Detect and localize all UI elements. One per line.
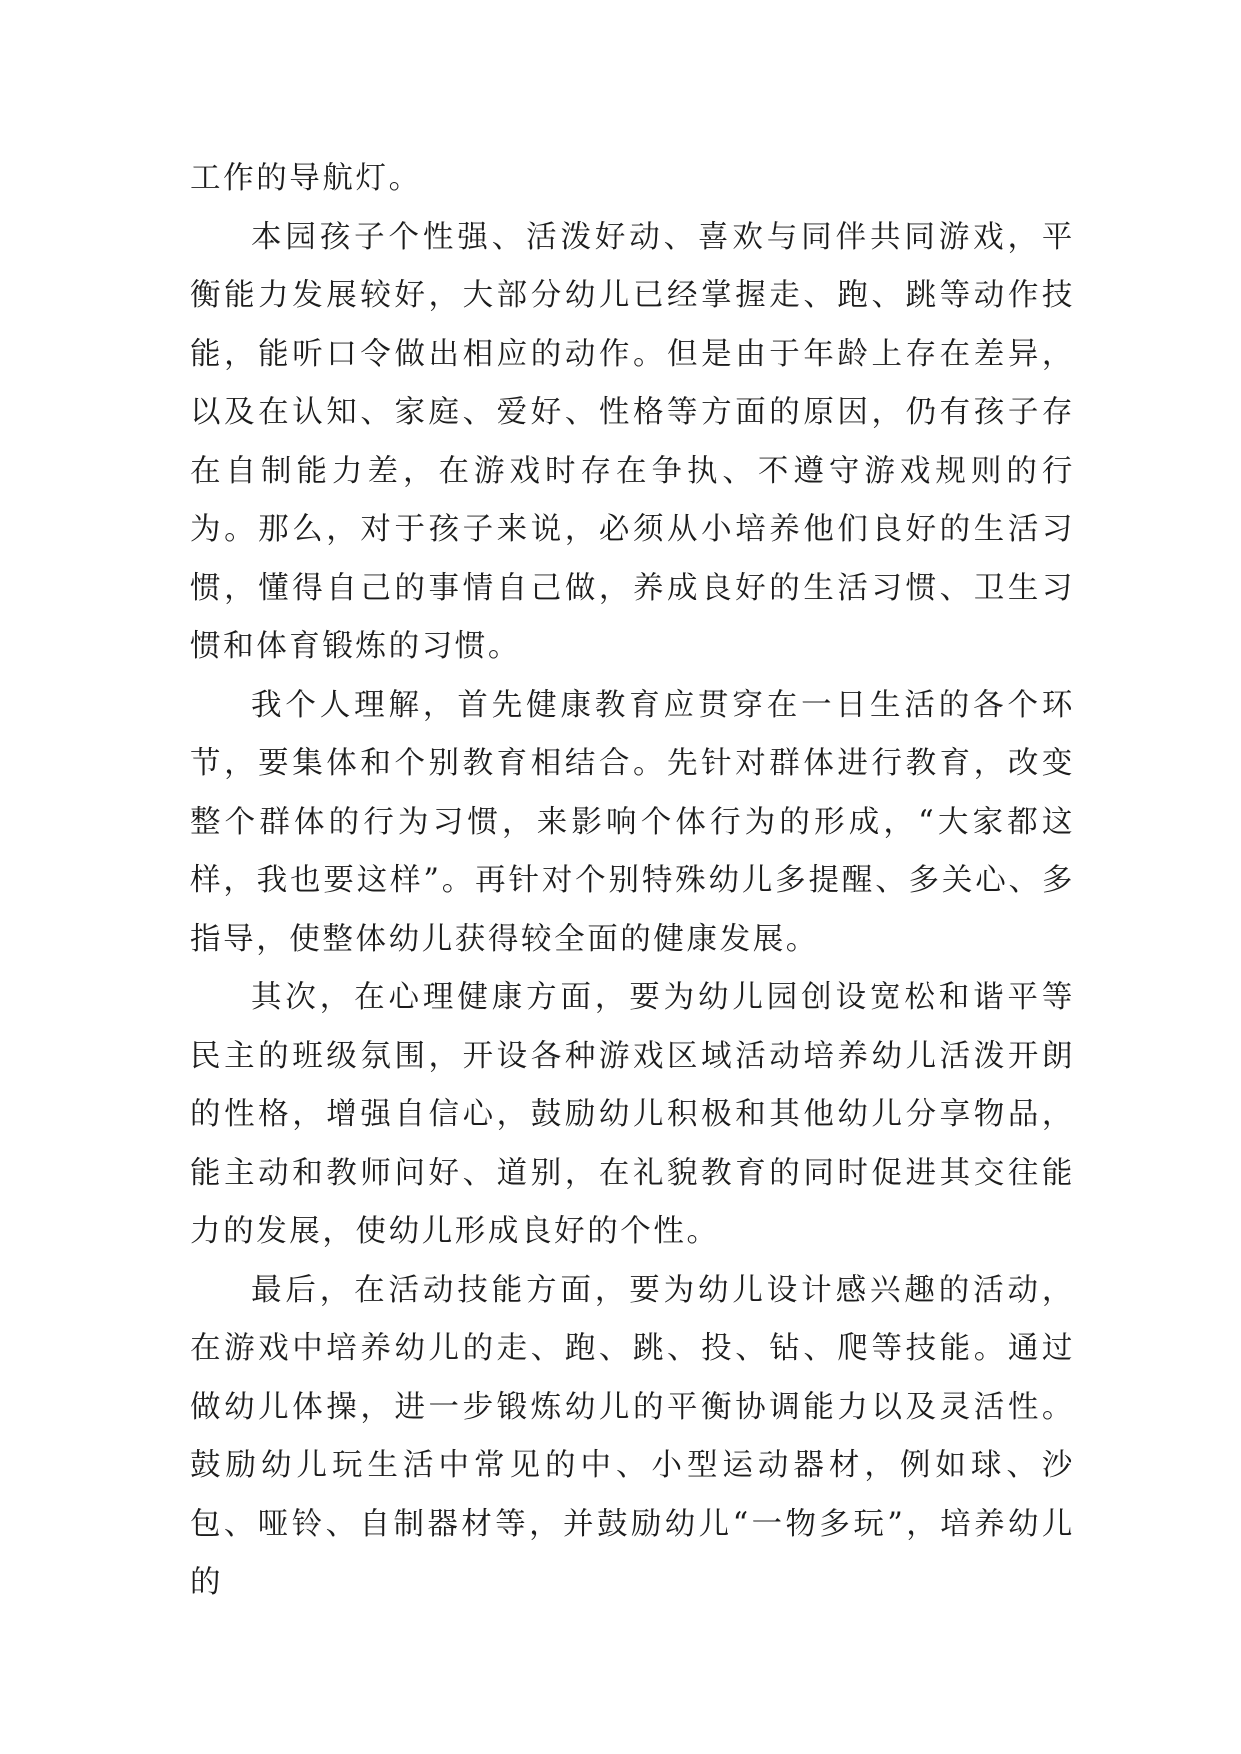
document-body bbox=[190, 150, 1075, 1613]
paragraph-activity-skills: 最后，在活动技能方面，要为幼儿设计感兴趣的活动，在游戏中培养幼儿的走、跑、跳、投、钻、爬等技能。通过做幼儿体操，进一步锻炼幼儿的平衡协调能力以及灵活性。鼓励幼儿玩生活中常见的中、小型运动器材，例如球、沙包、哑铃、自制器材等，并鼓励幼儿“一物多玩”，培养幼儿的 bbox=[190, 1272, 1075, 1600]
paragraph-personal-understanding: 我个人理解，首先健康教育应贯穿在一日生活的各个环节，要集体和个别教育相结合。先针对群体进行教育，改变整个群体的行为习惯，来影响个体行为的形成，“大家都这样，我也要这样”。再针对个别特殊幼儿多提醒、多关心、多指导，使整体幼儿获得较全面的健康发展。 bbox=[190, 687, 1075, 957]
paragraph-mental-health: 其次，在心理健康方面，要为幼儿园创设宽松和谐平等民主的班级氛围，开设各种游戏区域活动培养幼儿活泼开朗的性格，增强自信心，鼓励幼儿积极和其他幼儿分享物品，能主动和教师问好、道别，在礼貌教育的同时促进其交往能力的发展，使幼儿形成良好的个性。 bbox=[190, 980, 1075, 1249]
paragraph-children-traits: 本园孩子个性强、活泼好动、喜欢与同伴共同游戏，平衡能力发展较好，大部分幼儿已经掌握走、跑、跳等动作技能，能听口令做出相应的动作。但是由于年龄上存在差异，以及在认知、家庭、爱好、性格等方面的原因，仍有孩子存在自制能力差，在游戏时存在争执、不遵守游戏规则的行为。那么，对于孩子来说，必须从小培养他们良好的生活习惯，懂得自己的事情自己做，养成良好的生活习惯、卫生习惯和体育锻炼的习惯。 bbox=[190, 219, 1075, 664]
paragraph-continuation: 工作的导航灯。 bbox=[190, 161, 422, 196]
